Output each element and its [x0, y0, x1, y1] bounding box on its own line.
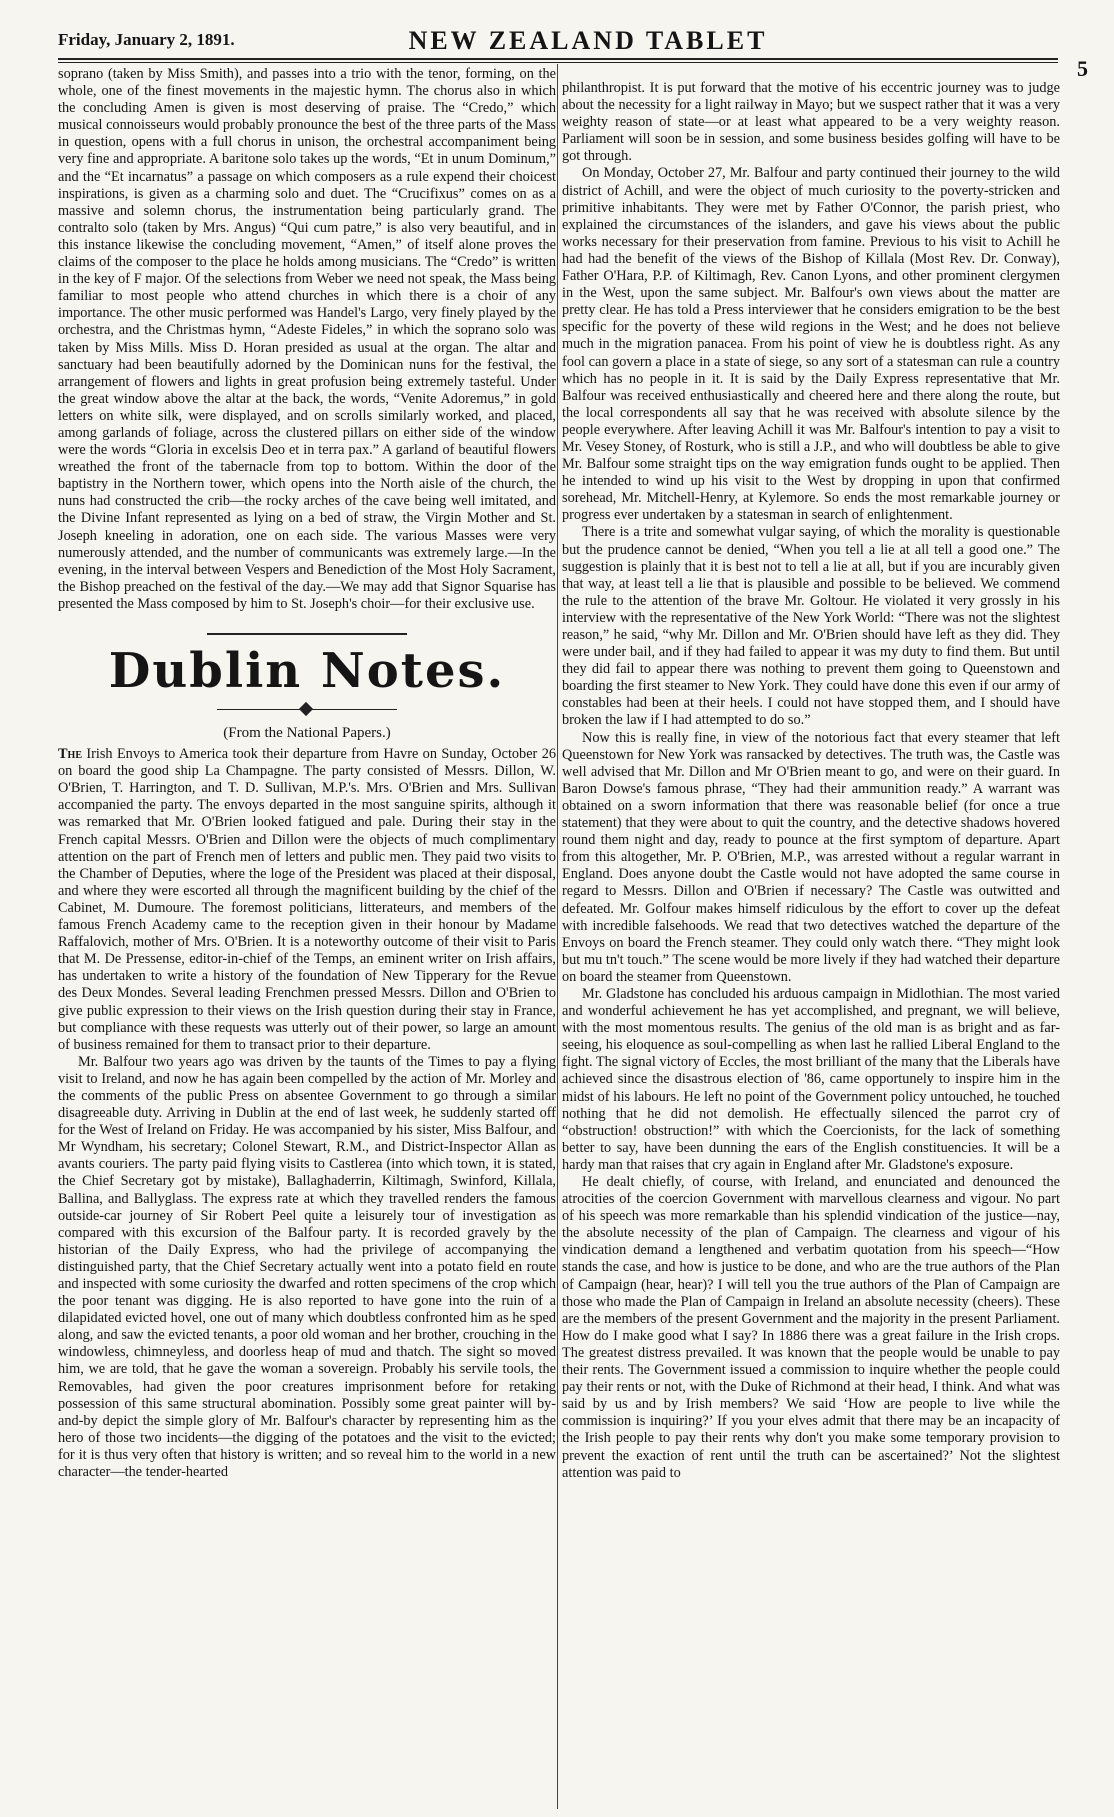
article-paragraph: philanthropist. It is put forward that the motive of his eccentric journey was to judge about the necessity for a light railway in Mayo; but we suspect rather that it was a very weighty reason of state—or at least what appeared to be a very weighty reason. Parliament will soon be in session, and some business besides golfing will have to be got through.	[562, 80, 1060, 165]
heading-rule	[207, 633, 407, 635]
issue-date: Friday, January 2, 1891.	[58, 30, 235, 49]
article-paragraph	[58, 746, 556, 1054]
article-paragraph: There is a trite and somewhat vulgar saying, of which the morality is questionable but the prudence cannot be denied, “When you tell a lie at all tell a good one.” The suggestion is plainly that it is best not to tell a lie at all, but if you are incurably given that way, at least tell a lie that is plausible and possible to be believed. We commend the rule to the attention of the brave Mr. Goltour. He violated it very grossly in his interview with the representative of the New York World: “There was not the slightest reason,” he said, “why Mr. Dillon and Mr. O'Brien should have left as they did. They were under bail, and if they had failed to appear it was my duty to find them. But until they did fail to appear there was nothing to prevent them going to Queenstown and boarding the first steamer to New York. They could have done this even if our army of constables had been at their heels. I could not have stopped them, and I should have broken the law if I had attempted to do so.”	[562, 524, 1060, 729]
article-paragraph: Mr. Gladstone has concluded his arduous campaign in Midlothian. The most varied and wonderful achievement he has yet accomplished, and pregnant, we will believe, with the most momentous results. The genius of the old man is as bright and as far-seeing, his eloquence as soul-compelling as when last he rallied Liberal England to the fight. The signal victory of Eccles, the most brilliant of the many that the Liberals have achieved since the disastrous election of '86, came opportunely to inspire him in the midst of his labours. He left no point of the Government policy untouched, he touched nothing that he did not demolish. He effectually silenced the parrot cry of “obstruction! obstruction!” with which the Coercionists, for the lack of something better to say, have been dunning the ears of the English constituencies. It will be a hardy man that raises that cry again in England after Mr. Gladstone's exposure.	[562, 985, 1060, 1173]
diamond-divider	[217, 703, 397, 715]
newspaper-title: NEW ZEALAND TABLET	[408, 26, 768, 55]
left-column	[58, 66, 556, 1804]
right-column	[562, 80, 1060, 1805]
article-paragraph: Mr. Balfour two years ago was driven by the taunts of the Times to pay a flying visit to Ireland, and now he has again been compelled by the action of Mr. Morley and the comments of the public Press on absentee Government to go through a similar disagreeable duty. Arriving in Dublin at the end of last week, he suddenly started off for the West of Ireland on Friday. He was accompanied by his sister, Miss Balfour, and Mr Wyndham, his secretary; Colonel Stewart, R.M., and District-Inspector Allan as avants couriers. The party paid flying visits to Castlerea (into which town, it is stated, the Chief Secretary got by mistake), Ballaghaderrin, Kiltimagh, Swinford, Killala, Ballina, and Ballyglass. The express rate at which they travelled renders the famous outside-car journey of Sir Robert Peel quite a leisurely tour of investigation as compared with this excursion of the Balfour party. It is recorded gravely by the historian of the Daily Express, who had the privilege of accompanying the distinguished party, that the Chief Secretary actually went into a potato field en route and inspected with some curiosity the dwarfed and rotten specimens of the crop which the poor tenant was digging. He is also reported to have gone into the ruin of a dilapidated evicted hovel, one out of many which doubtless confronted him as he sped along, and saw the evicted tenants, a poor old woman and her brother, crouching in the windowless, chimneyless, and doorless heap of mud and thatch. The sight so moved him, we are told, that he gave the woman a sovereign. Probably his servile tools, the Removables, had given the poor creatures imprisonment before for retaking possession of this same structural abomination. Possibly some great painter will by-and-by depict the simple glory of Mr. Balfour's character by representing him as the hero of those two incidents—the digging of the potatoes and the visit to the evicted; for it is thus very often that history is written; and so reveal him to the world in a new character—the tender-hearted	[58, 1053, 556, 1481]
masthead-rule-thin	[58, 62, 1058, 63]
column-divider	[557, 64, 558, 1809]
masthead	[58, 22, 1088, 81]
article-paragraph: On Monday, October 27, Mr. Balfour and party continued their journey to the wild district of Achill, and were the object of much curiosity to the poverty-stricken and primitive inhabitants. They were met by Father O'Connor, the parish priest, who explained the circumstances of the islanders, and gave his views about the public works necessary for their preservation from famine. Previous to his visit to Achill he had had the benefit of the views of the Bishop of Killala (Most Rev. Dr. Conway), Father O'Hara, P.P. of Kiltimagh, Rev. Canon Lyons, and other prominent clergymen in the West, upon the same subject. Mr. Balfour's own views about the matter are pretty clear. He has told a Press interviewer that he considers emigration to be the best specific for the poverty of these wild regions in the West; and he does not believe much in the migration panacea. From his point of view he is doubtless right. As any fool can govern a place in a state of siege, so any sort of a statesman can rule a country which has no people in it. It is said by the Daily Express representative that Mr. Balfour was received enthusiastically and cheered here and there along the route, but the local correspondents all say that he was received with absolute silence by the people everywhere. After leaving Achill it was Mr. Balfour's intention to pay a visit to Mr. Vesey Stoney, of Rosturk, who is still a J.P., and who will doubtless be able to give Mr. Balfour some straight tips on the way emigration funds ought to be applied. Then he intended to wind up his visit to the West by dropping in upon that confirmed sorehead, Mr. Mitchell-Henry, at Kylemore. So ends the most remarkable journey or progress ever undertaken by a statesman in search of enlightenment.	[562, 165, 1060, 524]
section-subtitle: (From the National Papers.)	[223, 725, 391, 741]
article-continuation: soprano (taken by Miss Smith), and passes into a trio with the tenor, forming, on the whole, one of the finest movements in the majestic hymn. The chorus also in which the concluding Amen is given is most deserving of praise. The “Credo,” which musical connoisseurs would probably pronounce the best of the three parts of the Mass in question, opens with a full chorus in unison, the orchestral accompaniment being very fine and appropriate. A baritone solo takes up the words, “Et in unum Dominum,” and the “Et incarnatus” a passage on which composers as a rule expend their choicest inspirations, is given as a charming solo and duet. The “Crucifixus” comes on as a massive and solemn chorus, the instrumentation being particularly grand. The contralto solo (taken by Mrs. Angus) “Qui cum patre,” is also very beautiful, and in this instance likewise the concluding movement, “Amen,” of itself alone proves the claims of the composer to the place he holds among musicians. The “Credo” is written in the key of F major. Of the selections from Weber we need not speak, the Mass being familiar to most people who attend churches in which there is a choir of any importance. The other music performed was Handel's Largo, very finely played by the orchestra, and the Christmas hymn, “Adeste Fideles,” in which the soprano solo was taken by Miss Mills. Miss D. Horan presided as usual at the organ. The altar and sanctuary had been beautifully adorned by the Dominican nuns for the festival, the arrangement of flowers and lights in great profusion being extremely tasteful. Under the great window above the altar at the back, the words, “Venite Adoremus,” in gold letters on white silk, were displayed, and on scrolls similarly worked, and placed, among garlands of foliage, across the clustered pillars on either side of the window were the words “Gloria in excelsis Deo et in terra pax.” A garland of beautiful flowers wreathed the front of the tabernacle from top to bottom. Within the door of the baptistry in the Northern tower, which opens into the North aisle of the church, the nuns had constructed the crib—the rocky arches of the cave being well imitated, and the Divine Infant represented as lying on a bed of straw, the Virgin Mother and St. Joseph kneeling in adoration, one on each side. The various Masses were very numerously attended, and the number of communicants was extremely large.—In the evening, in the interval between Vespers and Benediction of the Most Holy Sacrament, the Bishop preached on the festival of the day.—We may add that Signor Squarise has presented the Mass composed by him to St. Joseph's choir—for their exclusive use.	[58, 66, 556, 612]
paragraph-text: Irish Envoys to America took their departure from Havre on Sunday, October 26 on board the good ship La Champagne. The party consisted of Messrs. Dillon, W. O'Brien, T. Harrington, and T. D. Sullivan, M.P.'s. Mrs. O'Brien and Mrs. Sullivan accompanied the party. The envoys departed in the most sanguine spirits, although it was remarked that Mr. O'Brien looked fatigued and pale. During their stay in the French capital Messrs. O'Brien and Dillon were the objects of much complimentary attention on the part of French men of letters and public men. They paid two visits to the Chamber of Deputies, where the loge of the President was placed at their disposal, and where they were escorted all through the magnificent building by the chief of the Cabinet, M. Dumoure. The foremost politicians, litterateurs, and members of the famous French Academy came to the reception given in their honour by Madame Raffalovich, mother of Mrs. O'Brien. It is a noteworthy outcome of their visit to Paris that M. De Pressense, editor-in-chief of the Temps, an eminent writer on Irish affairs, has undertaken to write a history of the foundation of New Tipperary for the Revue des Deux Mondes. Several leading Frenchmen pressed Messrs. Dillon and O'Brien to give public expression to their views on the Irish question during their stay in France, but compliance with these requests was utterly out of their power, so large an amount of business remained for them to transact prior to their departure.	[58, 746, 556, 1053]
page-number: 5	[1077, 56, 1088, 81]
article-paragraph: Now this is really fine, in view of the notorious fact that every steamer that left Queenstown for New York was ransacked by detectives. The truth was, the Castle was well advised that Mr. Dillon and Mr O'Brien meant to go, and were on their guard. In Baron Dowse's famous phrase, “They had their ammunition ready.” A warrant was obtained on a sworn information that there was reasonable belief (for once a true statement) that they were about to quit the country, and the detective shadows hovered round them night and day, ready to pounce at the first symptom of departure. Apart from this altogether, Mr. P. O'Brien, M.P., was arrested without a regular warrant in England. Does anyone doubt the Castle would not have adopted the same course in regard to Messrs. Dillon and O'Brien if necessary? The Castle was outwitted and defeated. Mr. Golfour makes himself ridiculous by the effort to cover up the defeat with incredible falsehoods. We read that two detectives watched the departure of the Envoys on board the French steamer. They could only watch there. “They might look but mu tn't touch.” The scene would be more lively if they had watched their departure on board the steamer from Queenstown.	[562, 729, 1060, 985]
section-heading-block	[58, 633, 556, 742]
masthead-rule	[58, 58, 1058, 60]
article-paragraph: He dealt chiefly, of course, with Ireland, and enunciated and denounced the atrocities of the coercion Government with marvellous clearness and vigour. No part of his speech was more remarkable than his splendid vindication of the justice—nay, the absolute necessity of the plan of Campaign. The clearness and vigour of his vindication demand a lengthened and verbatim quotation from his speech—“How stands the case, and how is justice to be done, and who are the true authors of the Plan of Campaign (hear, hear)? I will tell you the true authors of the Plan of Campaign are those who made the Plan of Campaign in Ireland an absolute necessity (cheers). These are the members of the present Government and the majority in the present Parliament. How do I make good what I say? In 1886 there was a great failure in the Irish crops. The greatest distress prevailed. It was known that the people would be unable to pay their rents. The Government issued a commission to inquire whether the people could pay their rents or not, with the Duke of Richmond at their head, I think. And what was said by us and by Irish members? We said ‘How are people to live while the commission is inquiring?’ If you your elves admit that there may be an incapacity of the Irish people to pay their rents why don't you make some temporary provision to prevent the exaction of rent until the truth can be ascertained?’ Not the slightest attention was paid to	[562, 1174, 1060, 1481]
lead-word: The	[58, 746, 82, 763]
section-title: Dublin Notes.	[108, 643, 506, 699]
